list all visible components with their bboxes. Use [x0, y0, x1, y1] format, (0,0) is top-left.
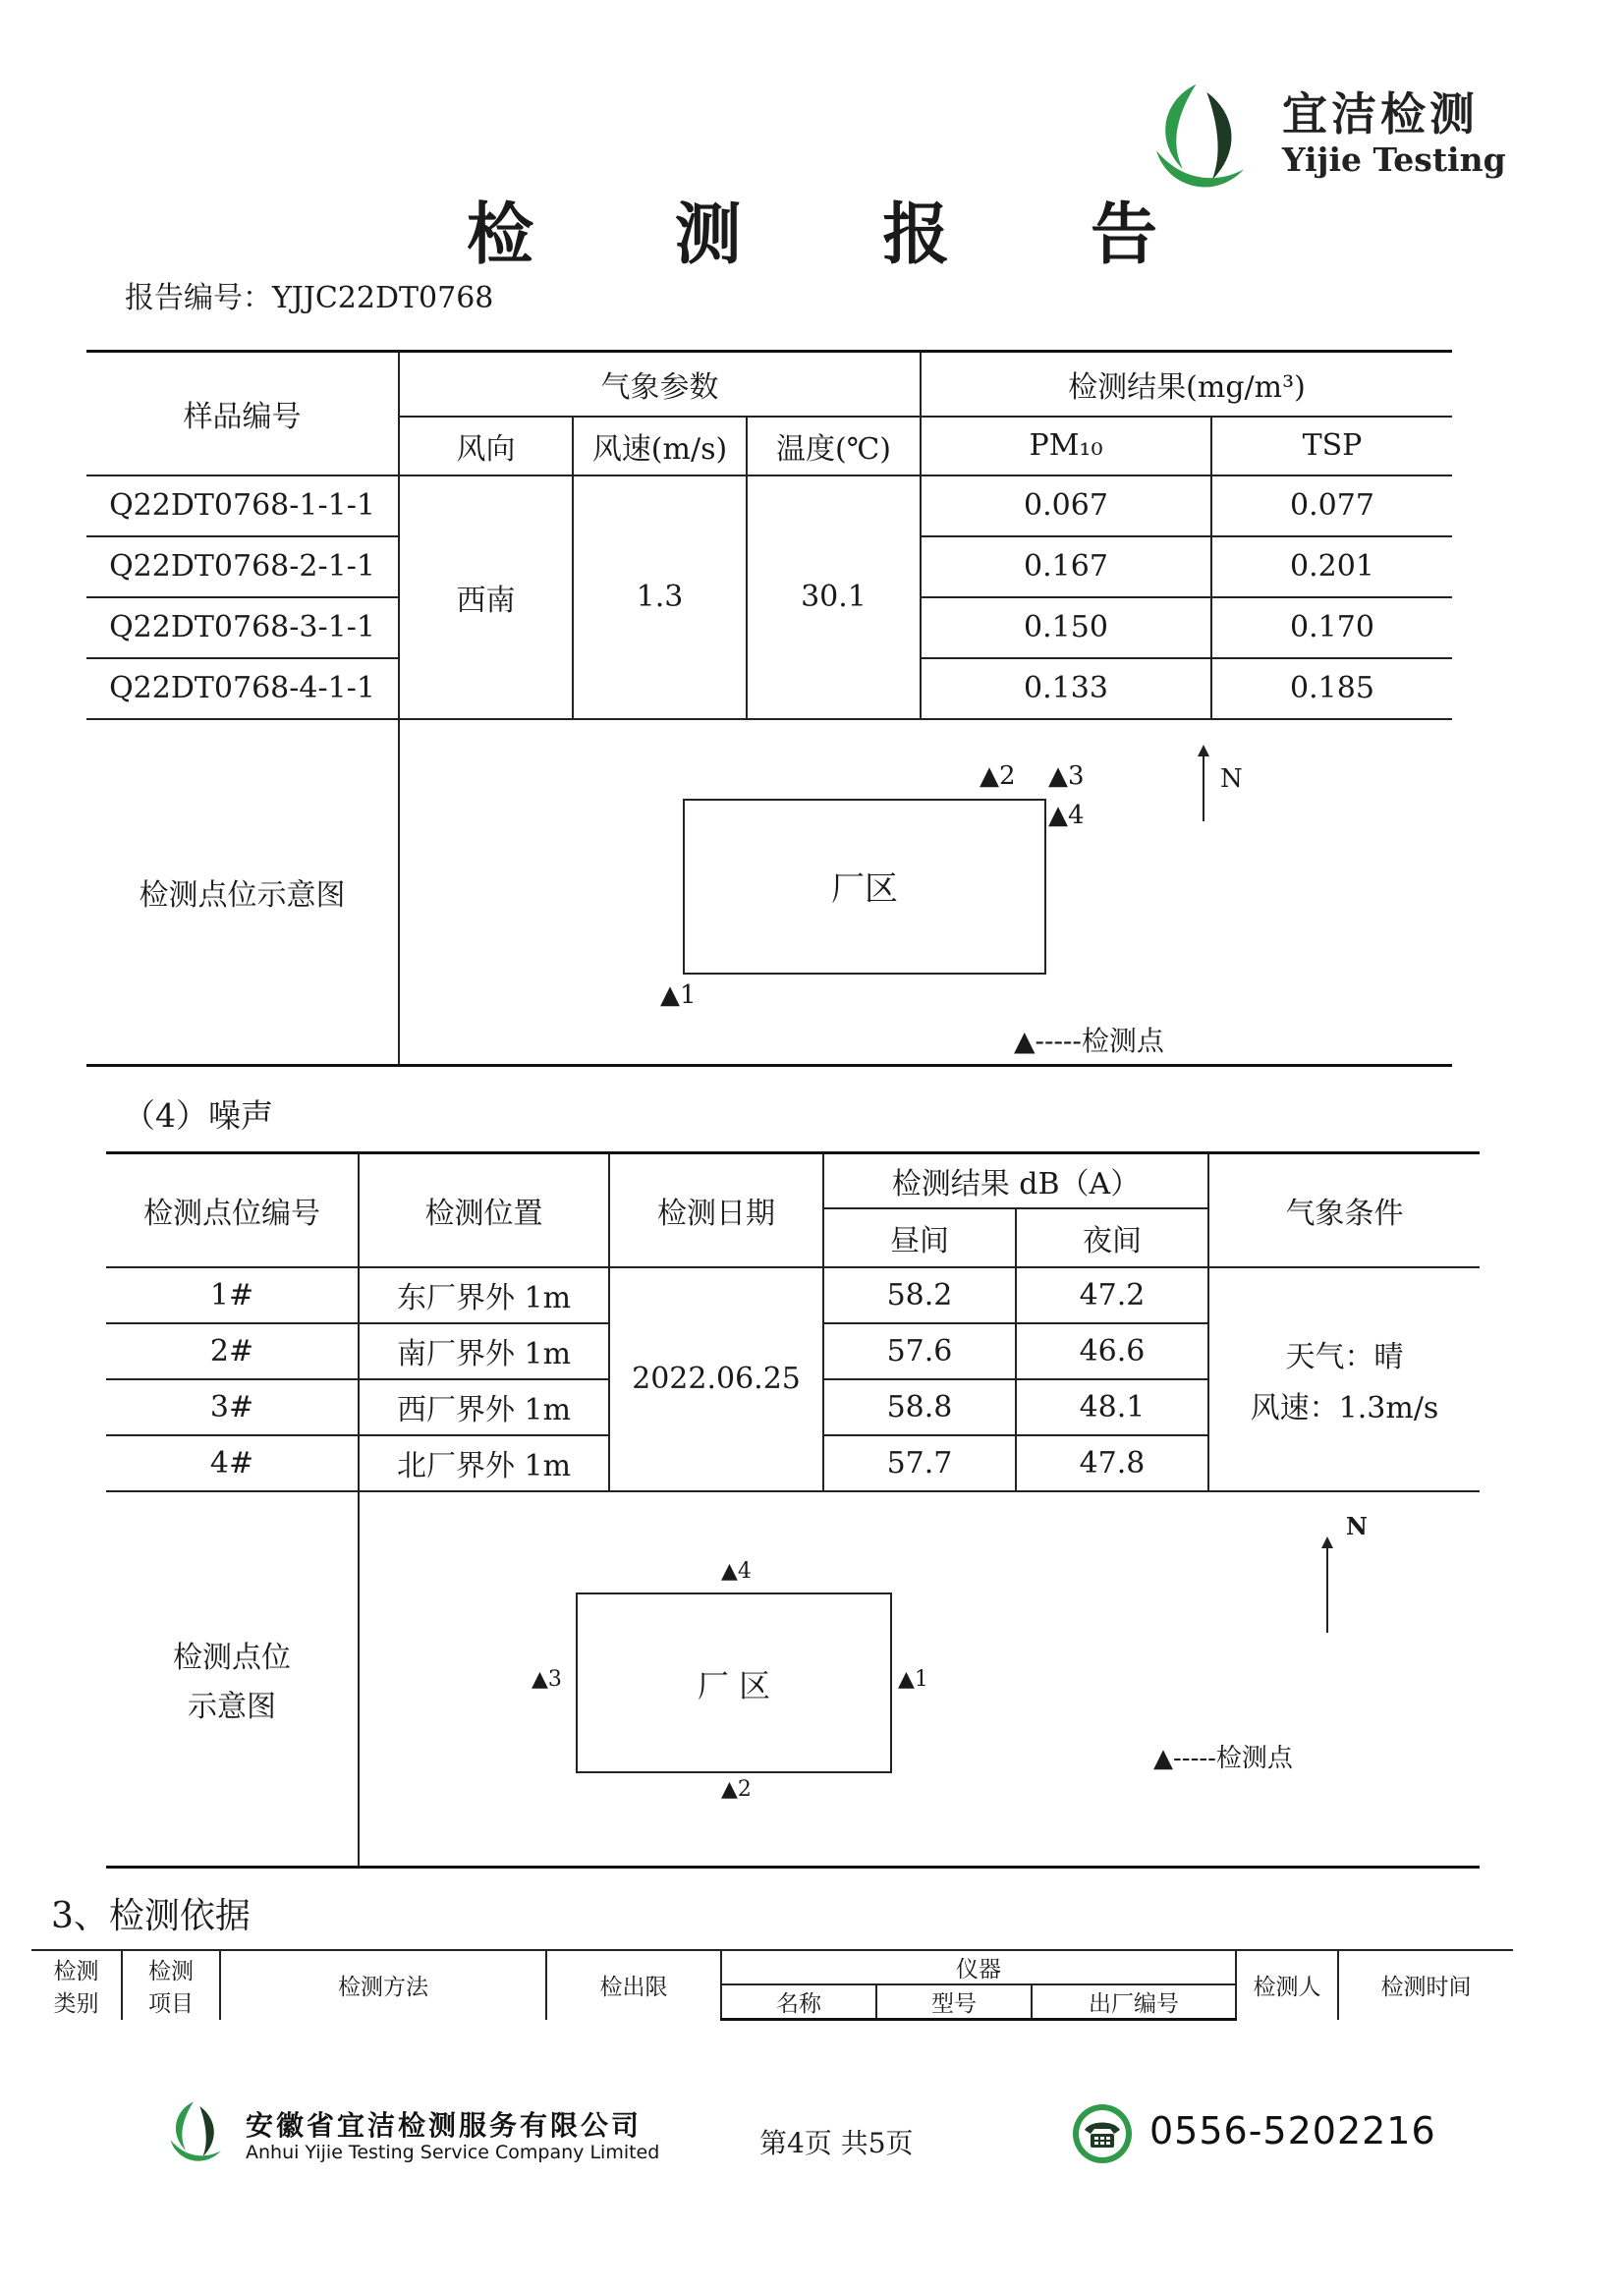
point-3-marker: ▲3: [532, 1666, 562, 1692]
basis-table: [31, 1949, 1513, 2021]
table-row: [86, 475, 1452, 536]
plant-area-label: 厂 区: [697, 1666, 771, 1704]
header-instrument-model: 型号: [876, 1984, 1032, 2020]
sample-id: Q22DT0768-1-1-1: [86, 475, 399, 536]
point-1-marker: ▲1: [660, 979, 697, 1010]
header-time: 检测时间: [1338, 1950, 1513, 2020]
header-temp: 温度(℃): [747, 417, 921, 475]
basis-section-heading: 3、检测依据: [51, 1896, 251, 1936]
pm10-value: 0.067: [921, 475, 1211, 536]
header-meteo: 气象参数: [399, 352, 921, 417]
day-value: 57.6: [823, 1323, 1016, 1379]
brand-name-en: Yijie Testing: [1282, 140, 1506, 179]
header-instrument-name: 名称: [721, 1984, 876, 2020]
header-result: 检测结果(mg/m³): [921, 352, 1452, 417]
header-weather: 气象条件: [1208, 1153, 1480, 1267]
legend-sampling-point: ▲-----检测点: [1014, 1024, 1164, 1057]
page-indicator: 第4页 共5页: [759, 2127, 914, 2159]
point-location: 北厂界外 1m: [359, 1435, 609, 1491]
sample-id: Q22DT0768-2-1-1: [86, 536, 399, 597]
point-location: 东厂界外 1m: [359, 1267, 609, 1323]
phone-icon: [1071, 2102, 1134, 2165]
day-value: 58.8: [823, 1379, 1016, 1435]
header-wind-dir: 风向: [399, 417, 573, 475]
company-name-en: Anhui Yijie Testing Service Company Limited: [246, 2142, 660, 2163]
day-value: 58.2: [823, 1267, 1016, 1323]
point-no: 3#: [106, 1379, 359, 1435]
header-line: 检测: [148, 1958, 194, 1984]
point-2-marker: ▲2: [980, 760, 1016, 791]
header-line: 检测: [53, 1958, 99, 1984]
plant-area-box: [683, 799, 1046, 975]
point-4-marker: ▲4: [721, 1558, 752, 1584]
header-item: [122, 1950, 220, 2020]
noise-table: [106, 1151, 1480, 1869]
sample-id: Q22DT0768-3-1-1: [86, 597, 399, 658]
header-instrument: 仪器: [721, 1950, 1236, 1984]
night-value: 46.6: [1016, 1323, 1208, 1379]
header-tsp: TSP: [1211, 417, 1452, 475]
noise-sampling-diagram: [359, 1491, 1480, 1868]
diagram-label-line: 示意图: [188, 1689, 276, 1724]
point-4-marker: ▲4: [1048, 800, 1085, 830]
header-tester: 检测人: [1236, 1950, 1338, 2020]
night-value: 48.1: [1016, 1379, 1208, 1435]
north-arrow-icon: [1317, 1536, 1337, 1635]
header-noise-result: 检测结果 dB（A）: [823, 1153, 1208, 1208]
legend-sampling-point: ▲-----检测点: [1153, 1743, 1293, 1773]
wind-speed-line: 风速：1.3m/s: [1250, 1390, 1439, 1425]
pm10-value: 0.150: [921, 597, 1211, 658]
point-1-marker: ▲1: [898, 1666, 928, 1692]
header-instrument-serial: 出厂编号: [1032, 1984, 1236, 2020]
header-line: 类别: [53, 1990, 99, 2017]
plant-area-box: [576, 1592, 892, 1773]
plant-area-label: 厂区: [831, 868, 898, 909]
test-date: 2022.06.25: [609, 1267, 823, 1491]
sample-id: Q22DT0768-4-1-1: [86, 658, 399, 719]
weather-line: 天气：晴: [1285, 1339, 1404, 1374]
diagram-label-line: 检测点位: [173, 1640, 291, 1675]
company-name-cn: 安徽省宜洁检测服务有限公司: [246, 2109, 643, 2142]
header-point-no: 检测点位编号: [106, 1153, 359, 1267]
point-3-marker: ▲3: [1048, 760, 1085, 791]
phone-number: 0556-5202216: [1149, 2109, 1436, 2152]
point-location: 南厂界外 1m: [359, 1323, 609, 1379]
header-location: 检测位置: [359, 1153, 609, 1267]
header-limit: 检出限: [546, 1950, 721, 2020]
header-pm10: PM₁₀: [921, 417, 1211, 475]
point-location: 西厂界外 1m: [359, 1379, 609, 1435]
wind-dir-value: 西南: [399, 475, 573, 719]
noise-section-heading: （4）噪声: [123, 1096, 273, 1135]
header-night: 夜间: [1016, 1208, 1208, 1267]
header-date: 检测日期: [609, 1153, 823, 1267]
temp-value: 30.1: [747, 475, 921, 719]
air-sampling-diagram: [399, 719, 1452, 1066]
table-row: [106, 1267, 1480, 1323]
header-day: 昼间: [823, 1208, 1016, 1267]
header-sample-no: 样品编号: [86, 352, 399, 475]
document-title: 检 测 报 告: [466, 195, 1217, 274]
point-2-marker: ▲2: [721, 1776, 752, 1802]
noise-diagram-label: [106, 1491, 359, 1868]
tsp-value: 0.077: [1211, 475, 1452, 536]
weather-conditions: [1208, 1267, 1480, 1491]
tsp-value: 0.170: [1211, 597, 1452, 658]
wind-speed-value: 1.3: [573, 475, 747, 719]
north-label: N: [1346, 1511, 1368, 1540]
report-number: 报告编号：YJJC22DT0768: [125, 281, 494, 315]
header-line: 项目: [148, 1990, 194, 2017]
pm10-value: 0.167: [921, 536, 1211, 597]
point-no: 4#: [106, 1435, 359, 1491]
header-category: [31, 1950, 122, 2020]
pm10-value: 0.133: [921, 658, 1211, 719]
north-label: N: [1220, 763, 1243, 794]
air-diagram-label: 检测点位示意图: [86, 719, 399, 1066]
header-wind-speed: 风速(m/s): [573, 417, 747, 475]
night-value: 47.2: [1016, 1267, 1208, 1323]
point-no: 2#: [106, 1323, 359, 1379]
brand-name-cn: 宜洁检测: [1282, 87, 1479, 140]
tsp-value: 0.185: [1211, 658, 1452, 719]
north-arrow-icon: [1194, 745, 1213, 823]
header-method: 检测方法: [220, 1950, 546, 2020]
point-no: 1#: [106, 1267, 359, 1323]
tsp-value: 0.201: [1211, 536, 1452, 597]
night-value: 47.8: [1016, 1435, 1208, 1491]
company-logo-icon: [155, 2095, 232, 2172]
day-value: 57.7: [823, 1435, 1016, 1491]
air-quality-table: [86, 350, 1452, 1067]
